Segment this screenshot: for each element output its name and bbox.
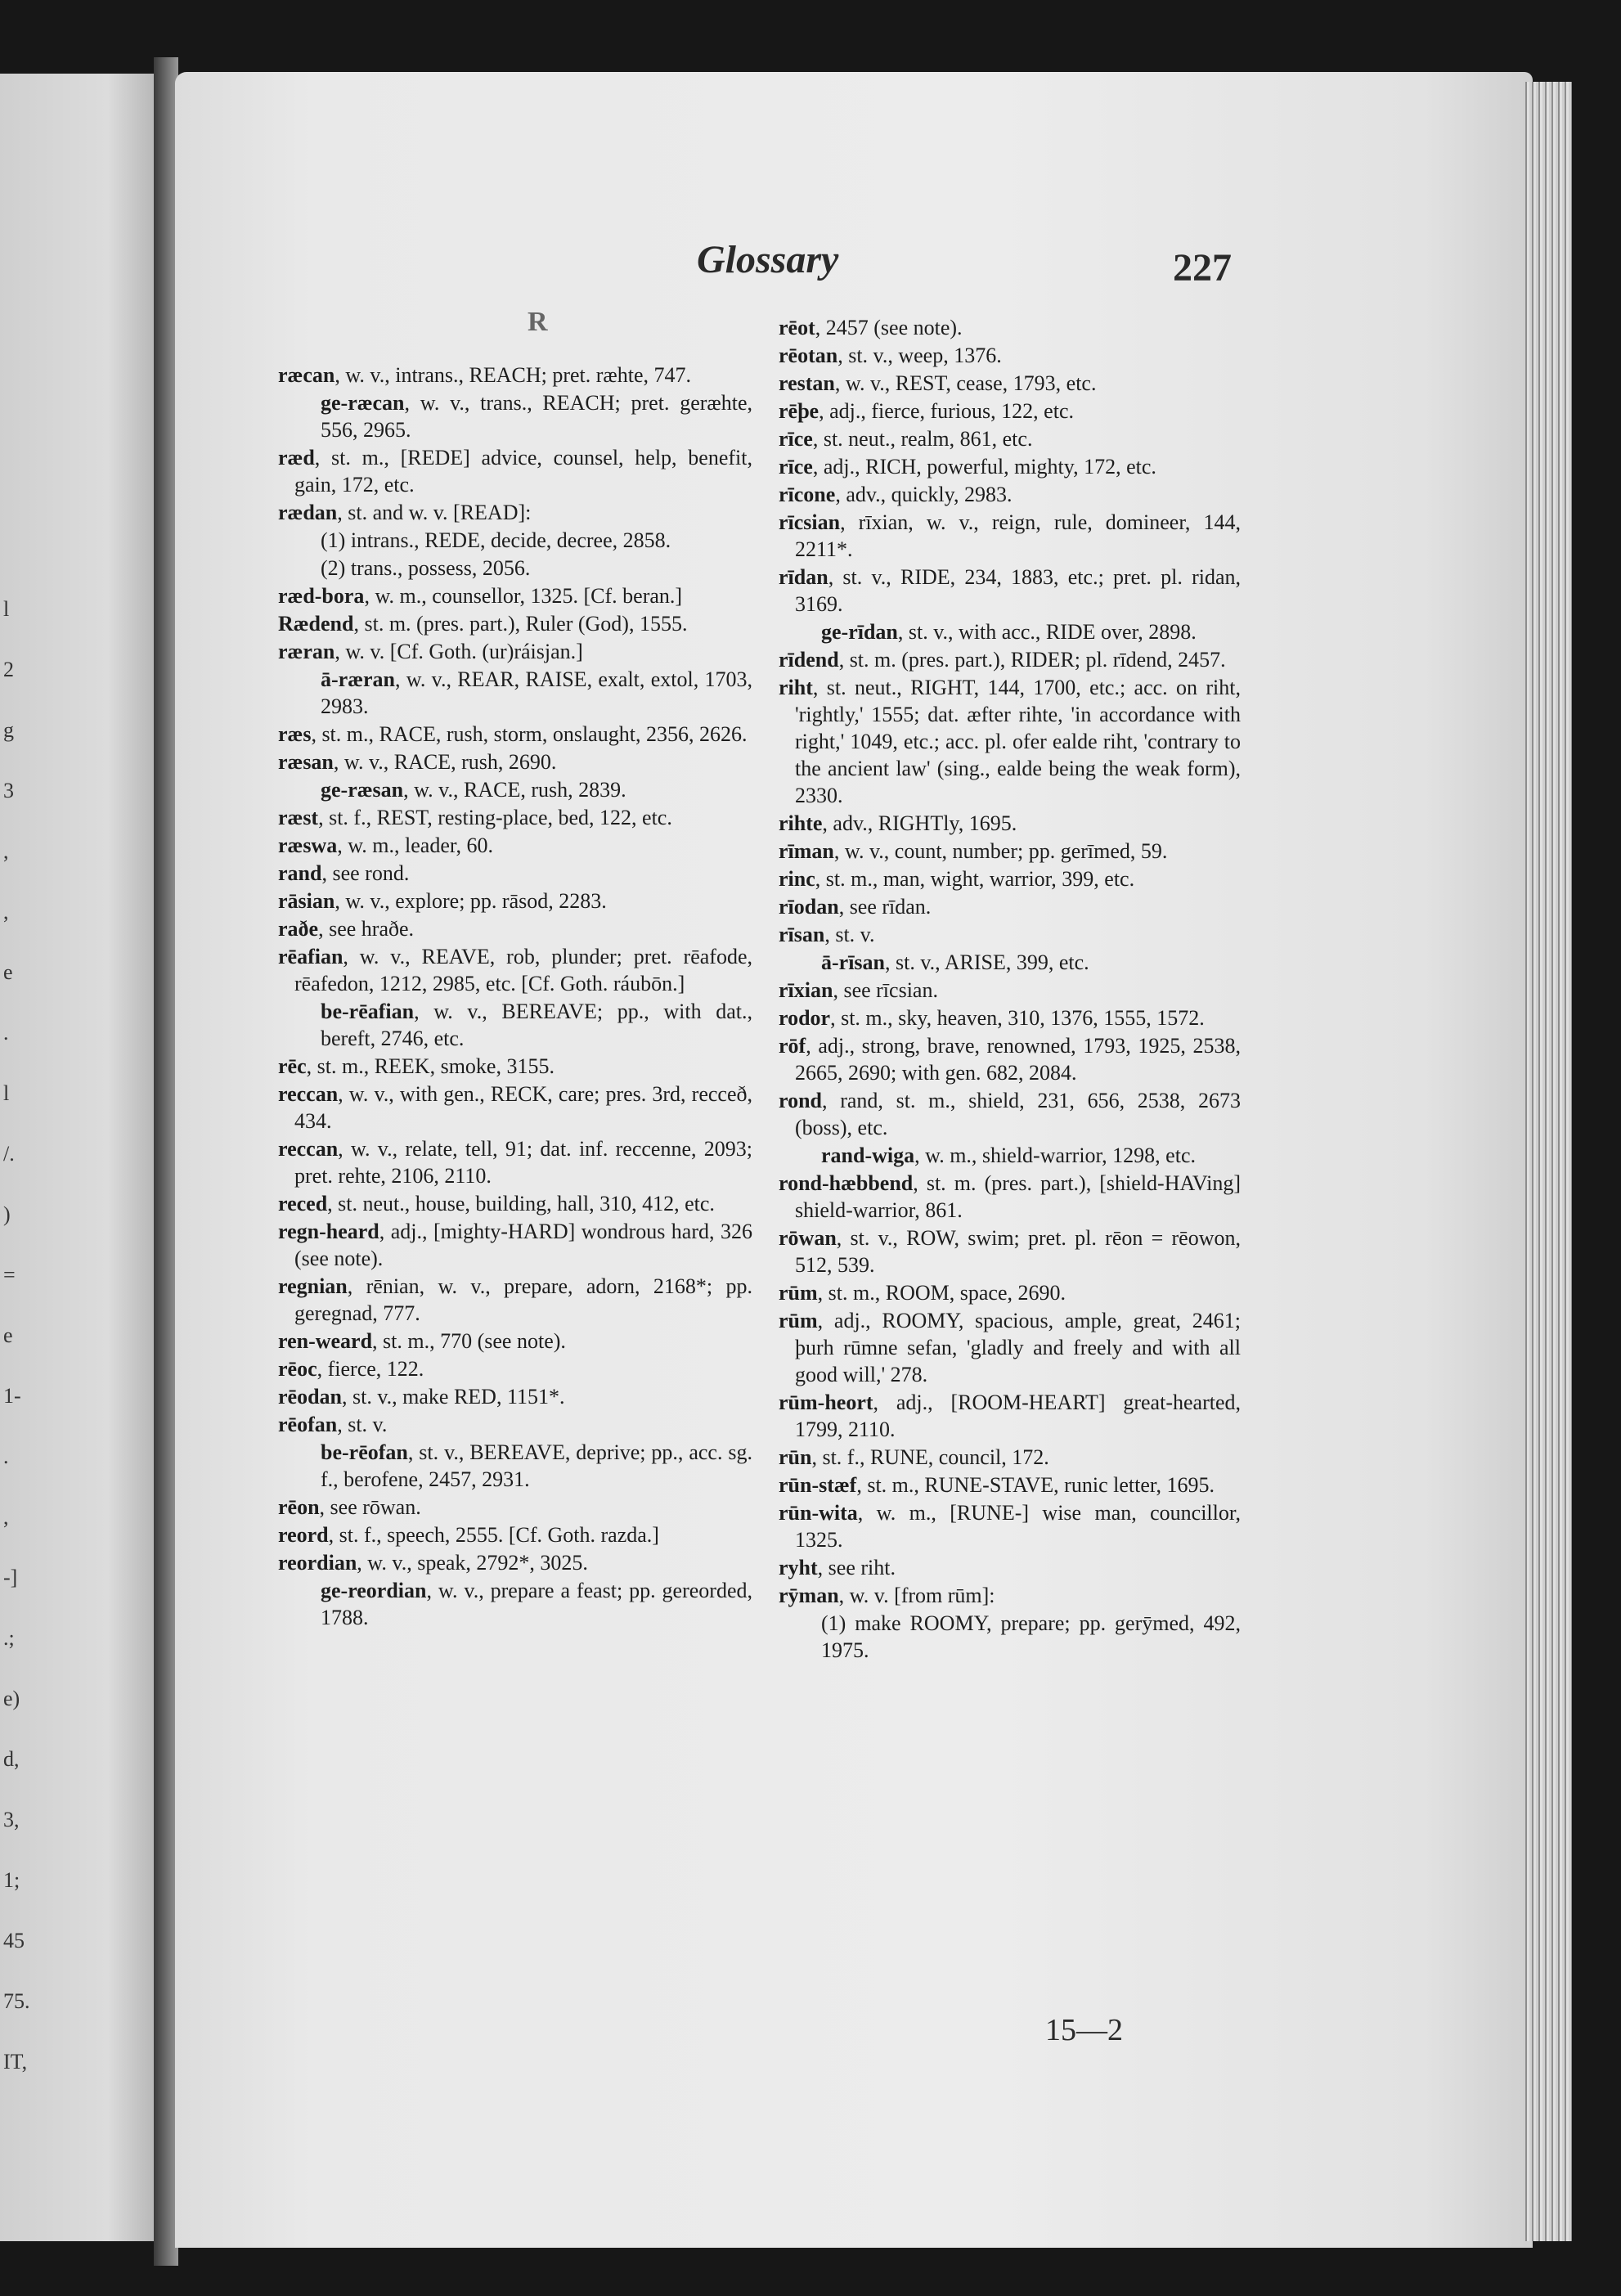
glossary-entry: rūn-wita, w. m., [RUNE-] wise man, councillor, 1325. bbox=[779, 1501, 1241, 1552]
left-page-mark: 3 bbox=[3, 779, 14, 802]
left-page-mark: e) bbox=[3, 1687, 20, 1710]
glossary-entry: rēþe, adj., fierce, furious, 122, etc. bbox=[779, 399, 1074, 423]
headword: rīodan bbox=[779, 895, 839, 919]
glossary-entry: restan, w. v., REST, cease, 1793, etc. bbox=[779, 371, 1097, 395]
left-page-mark: = bbox=[3, 1263, 16, 1287]
left-page-mark: 2 bbox=[3, 658, 14, 681]
headword: rēotan bbox=[779, 344, 838, 367]
glossary-entry: rēofan, st. v. bbox=[278, 1413, 388, 1436]
headword: rūm-heort bbox=[779, 1391, 873, 1414]
glossary-entry: rēotan, st. v., weep, 1376. bbox=[779, 344, 1002, 367]
glossary-entry: rūm, st. m., ROOM, space, 2690. bbox=[779, 1281, 1066, 1305]
glossary-entry: reccan, w. v., relate, tell, 91; dat. inf. reccenne, 2093; pret. rehte, 2106, 2110. bbox=[278, 1137, 752, 1188]
headword: ryht bbox=[779, 1556, 818, 1579]
glossary-entry: ge-ræcan, w. v., trans., REACH; pret. geræhte, 556, 2965. bbox=[321, 391, 752, 442]
glossary-entry: rīce, st. neut., realm, 861, etc. bbox=[779, 427, 1033, 451]
glossary-entry: rīcsian, rīxian, w. v., reign, rule, domineer, 144, 2211*. bbox=[779, 510, 1241, 561]
glossary-entry: ræran, w. v. [Cf. Goth. (ur)ráisjan.] bbox=[278, 640, 583, 663]
glossary-entry: be-rēofan, st. v., BEREAVE, deprive; pp., acc. sg. f., berofene, 2457, 2931. bbox=[321, 1440, 752, 1491]
headword: rihte bbox=[779, 811, 823, 835]
left-page-mark: -] bbox=[3, 1566, 18, 1589]
glossary-entry: ræd-bora, w. m., counsellor, 1325. [Cf. beran.] bbox=[278, 584, 683, 608]
glossary-entry: reccan, w. v., with gen., RECK, care; pres. 3rd, recceð, 434. bbox=[278, 1082, 752, 1133]
headword: rædan bbox=[278, 501, 338, 524]
left-page-mark: /. bbox=[3, 1142, 15, 1166]
headword: rēofan bbox=[278, 1413, 338, 1436]
glossary-entry: rand-wiga, w. m., shield-warrior, 1298, etc. bbox=[821, 1144, 1196, 1167]
headword: rēafian bbox=[278, 945, 344, 968]
headword: be-rēafian bbox=[321, 1000, 415, 1023]
left-page-mark: d, bbox=[3, 1747, 20, 1771]
headword: rēoc bbox=[278, 1357, 317, 1381]
glossary-entry: rūm-heort, adj., [ROOM-HEART] great-hearted, 1799, 2110. bbox=[779, 1391, 1241, 1441]
headword: rīdend bbox=[779, 648, 839, 672]
glossary-entry: rīsan, st. v. bbox=[779, 923, 875, 946]
headword: rūm bbox=[779, 1309, 818, 1332]
glossary-entry: rēoc, fierce, 122. bbox=[278, 1357, 424, 1381]
headword: rīman bbox=[779, 839, 834, 863]
left-page-mark: .; bbox=[3, 1626, 15, 1650]
headword: rūn-stæf bbox=[779, 1473, 857, 1497]
left-page-mark: 75. bbox=[3, 1989, 30, 2013]
headword: be-rēofan bbox=[321, 1440, 408, 1464]
left-page-mark: , bbox=[3, 839, 9, 863]
glossary-entry: ræswa, w. m., leader, 60. bbox=[278, 833, 493, 857]
glossary-entry: ge-ræsan, w. v., RACE, rush, 2839. bbox=[321, 778, 626, 802]
glossary-entry: (2) trans., possess, 2056. bbox=[321, 556, 531, 580]
glossary-entry: ā-rīsan, st. v., ARISE, 399, etc. bbox=[821, 950, 1089, 974]
headword: rūn-wita bbox=[779, 1501, 858, 1525]
headword: rond-hæbbend bbox=[779, 1171, 914, 1195]
headword: ræs bbox=[278, 722, 312, 746]
running-head-title: Glossary bbox=[697, 238, 839, 281]
left-page-mark: 1; bbox=[3, 1868, 20, 1892]
headword: rand-wiga bbox=[821, 1144, 915, 1167]
glossary-entry: rīxian, see rīcsian. bbox=[779, 978, 938, 1002]
headword: ge-ræsan bbox=[321, 778, 404, 802]
headword: ge-rīdan bbox=[821, 620, 898, 644]
glossary-entry: ge-rīdan, st. v., with acc., RIDE over, 2898. bbox=[821, 620, 1197, 644]
glossary-entry: ræs, st. m., RACE, rush, storm, onslaught, 2356, 2626. bbox=[278, 722, 748, 746]
headword: restan bbox=[779, 371, 835, 395]
headword: rīcone bbox=[779, 483, 836, 506]
glossary-entry: rȳman, w. v. [from rūm]: bbox=[779, 1584, 995, 1607]
glossary-entry: ren-weard, st. m., 770 (see note). bbox=[278, 1329, 566, 1353]
left-page-mark: 45 bbox=[3, 1929, 25, 1952]
glossary-entry: rīdend, st. m. (pres. part.), RIDER; pl. rīdend, 2457. bbox=[779, 648, 1226, 672]
section-letter: R bbox=[528, 307, 548, 337]
glossary-entry: rīce, adj., RICH, powerful, mighty, 172, etc. bbox=[779, 455, 1156, 479]
headword: rīce bbox=[779, 427, 813, 451]
glossary-entry: rēodan, st. v., make RED, 1151*. bbox=[278, 1385, 565, 1409]
headword: ren-weard bbox=[278, 1329, 373, 1353]
glossary-entry: rūm, adj., ROOMY, spacious, ample, great, 2461; þurh rūmne sefan, 'gladly and freely and with all good will,' 278. bbox=[779, 1309, 1241, 1386]
glossary-entry: rond, rand, st. m., shield, 231, 656, 2538, 2673 (boss), etc. bbox=[779, 1089, 1241, 1139]
glossary-entry: rihte, adv., RIGHTly, 1695. bbox=[779, 811, 1017, 835]
glossary-entry: rāsian, w. v., explore; pp. rāsod, 2283. bbox=[278, 889, 607, 913]
glossary-entry: riht, st. neut., RIGHT, 144, 1700, etc.; acc. on riht, 'rightly,' 1555; dat. æfter rihte, 'in accordance with right,' 1049, etc.; acc. pl. ofer ealde riht, 'contrary to the ancient law' (sing., ealde being the weak form), 2330. bbox=[779, 676, 1241, 807]
headword: regnian bbox=[278, 1274, 348, 1298]
glossary-entry: rodor, st. m., sky, heaven, 310, 1376, 1555, 1572. bbox=[779, 1006, 1205, 1030]
glossary-entry: rand, see rond. bbox=[278, 861, 410, 885]
glossary-entry: rīdan, st. v., RIDE, 234, 1883, etc.; pret. pl. ridan, 3169. bbox=[779, 565, 1241, 616]
glossary-entry: Rædend, st. m. (pres. part.), Ruler (God), 1555. bbox=[278, 612, 688, 636]
headword: rūm bbox=[779, 1281, 818, 1305]
headword: Rædend bbox=[278, 612, 354, 636]
left-page-edge bbox=[0, 74, 154, 2241]
headword: reccan bbox=[278, 1082, 339, 1106]
headword: rīce bbox=[779, 455, 813, 479]
glossary-entry: regn-heard, adj., [mighty-HARD] wondrous hard, 326 (see note). bbox=[278, 1220, 752, 1270]
left-page-mark: l bbox=[3, 1081, 10, 1105]
headword: raðe bbox=[278, 917, 319, 941]
headword: rēc bbox=[278, 1054, 307, 1078]
headword: reccan bbox=[278, 1137, 339, 1161]
left-page-mark: . bbox=[3, 1021, 9, 1045]
headword: ræd bbox=[278, 446, 315, 470]
left-page-mark: e bbox=[3, 1323, 13, 1347]
headword: ge-ræcan bbox=[321, 391, 405, 415]
headword: reordian bbox=[278, 1551, 357, 1575]
glossary-entry: regnian, rēnian, w. v., prepare, adorn, 2168*; pp. geregnad, 777. bbox=[278, 1274, 752, 1325]
headword: ge-reordian bbox=[321, 1579, 427, 1602]
glossary-entry: rīman, w. v., count, number; pp. gerīmed, 59. bbox=[779, 839, 1168, 863]
headword: ræsan bbox=[278, 750, 334, 774]
right-column bbox=[779, 314, 1241, 1665]
glossary-entry: rēafian, w. v., REAVE, rob, plunder; pret. rēafode, rēafedon, 1212, 2985, etc. [Cf. Goth. ráubōn.] bbox=[278, 945, 752, 995]
left-page-mark: , bbox=[3, 1505, 9, 1529]
glossary-entry: ā-ræran, w. v., REAR, RAISE, exalt, extol, 1703, 2983. bbox=[321, 667, 752, 718]
headword: rāsian bbox=[278, 889, 335, 913]
glossary-entry: reord, st. f., speech, 2555. [Cf. Goth. razda.] bbox=[278, 1523, 659, 1547]
headword: rīxian bbox=[779, 978, 833, 1002]
glossary-entry: (1) make ROOMY, prepare; pp. gerȳmed, 492, 1975. bbox=[821, 1611, 1241, 1662]
left-page-mark: ) bbox=[3, 1202, 11, 1226]
glossary-entry: (1) intrans., REDE, decide, decree, 2858. bbox=[321, 528, 671, 552]
left-page-mark: 1- bbox=[3, 1384, 21, 1408]
headword: ræd-bora bbox=[278, 584, 365, 608]
headword: rȳman bbox=[779, 1584, 839, 1607]
left-page-mark: , bbox=[3, 900, 9, 923]
page-edges bbox=[1523, 82, 1572, 2241]
headword: rīsan bbox=[779, 923, 825, 946]
headword: ræswa bbox=[278, 833, 338, 857]
headword: rīdan bbox=[779, 565, 828, 589]
left-page-mark: . bbox=[3, 1445, 9, 1468]
headword: reord bbox=[278, 1523, 329, 1547]
headword: rēodan bbox=[278, 1385, 342, 1409]
glossary-entry: rīodan, see rīdan. bbox=[779, 895, 932, 919]
headword: reced bbox=[278, 1192, 328, 1215]
headword: ā-rīsan bbox=[821, 950, 885, 974]
left-page-mark: IT, bbox=[3, 2050, 28, 2074]
headword: rēot bbox=[779, 316, 815, 339]
glossary-entry: ræst, st. f., REST, resting-place, bed, 122, etc. bbox=[278, 806, 672, 829]
headword: rand bbox=[278, 861, 322, 885]
glossary-entry: raðe, see hraðe. bbox=[278, 917, 415, 941]
glossary-entry: ræd, st. m., [REDE] advice, counsel, help, benefit, gain, 172, etc. bbox=[278, 446, 752, 496]
headword: rodor bbox=[779, 1006, 831, 1030]
glossary-entry: rēon, see rōwan. bbox=[278, 1495, 421, 1519]
glossary-entry: rēc, st. m., REEK, smoke, 3155. bbox=[278, 1054, 555, 1078]
glossary-entry: rūn-stæf, st. m., RUNE-STAVE, runic letter, 1695. bbox=[779, 1473, 1215, 1497]
headword: rōwan bbox=[779, 1226, 837, 1250]
glossary-entry: rīcone, adv., quickly, 2983. bbox=[779, 483, 1013, 506]
page-number: 227 bbox=[1173, 246, 1232, 290]
glossary-entry: rinc, st. m., man, wight, warrior, 399, etc. bbox=[779, 867, 1135, 891]
left-page-mark: l bbox=[3, 597, 10, 621]
signature-mark: 15—2 bbox=[1045, 2013, 1123, 2047]
left-page-mark: g bbox=[3, 718, 14, 742]
headword: rēþe bbox=[779, 399, 819, 423]
glossary-entry: rōf, adj., strong, brave, renowned, 1793, 1925, 2538, 2665, 2690; with gen. 682, 2084. bbox=[779, 1034, 1241, 1085]
headword: rūn bbox=[779, 1445, 812, 1469]
headword: rinc bbox=[779, 867, 815, 891]
glossary-entry: rōwan, st. v., ROW, swim; pret. pl. rēon = rēowon, 512, 539. bbox=[779, 1226, 1241, 1277]
headword: regn-heard bbox=[278, 1220, 379, 1243]
left-page-mark: 3, bbox=[3, 1808, 20, 1831]
glossary-entry: be-rēafian, w. v., BEREAVE; pp., with dat., bereft, 2746, etc. bbox=[321, 1000, 752, 1050]
headword: ræcan bbox=[278, 363, 335, 387]
left-column bbox=[278, 362, 752, 1632]
left-page-mark: e bbox=[3, 960, 13, 984]
headword: ā-ræran bbox=[321, 667, 395, 691]
glossary-entry: reordian, w. v., speak, 2792*, 3025. bbox=[278, 1551, 588, 1575]
glossary-entry: ræcan, w. v., intrans., REACH; pret. ræhte, 747. bbox=[278, 363, 692, 387]
glossary-entry: ge-reordian, w. v., prepare a feast; pp. gereorded, 1788. bbox=[321, 1579, 752, 1629]
glossary-entry: ryht, see riht. bbox=[779, 1556, 896, 1579]
headword: rēon bbox=[278, 1495, 320, 1519]
headword: ræst bbox=[278, 806, 319, 829]
headword: ræran bbox=[278, 640, 335, 663]
glossary-entry: reced, st. neut., house, building, hall, 310, 412, etc. bbox=[278, 1192, 715, 1215]
glossary-entry: ræsan, w. v., RACE, rush, 2690. bbox=[278, 750, 557, 774]
glossary-entry: rēot, 2457 (see note). bbox=[779, 316, 963, 339]
headword: rond bbox=[779, 1089, 822, 1112]
headword: riht bbox=[779, 676, 813, 699]
headword: rīcsian bbox=[779, 510, 841, 534]
glossary-entry: rond-hæbbend, st. m. (pres. part.), [shield-HAVing] shield-warrior, 861. bbox=[779, 1171, 1241, 1222]
glossary-entry: rūn, st. f., RUNE, council, 172. bbox=[779, 1445, 1049, 1469]
glossary-entry: rædan, st. and w. v. [READ]: bbox=[278, 501, 532, 524]
headword: rōf bbox=[779, 1034, 806, 1058]
